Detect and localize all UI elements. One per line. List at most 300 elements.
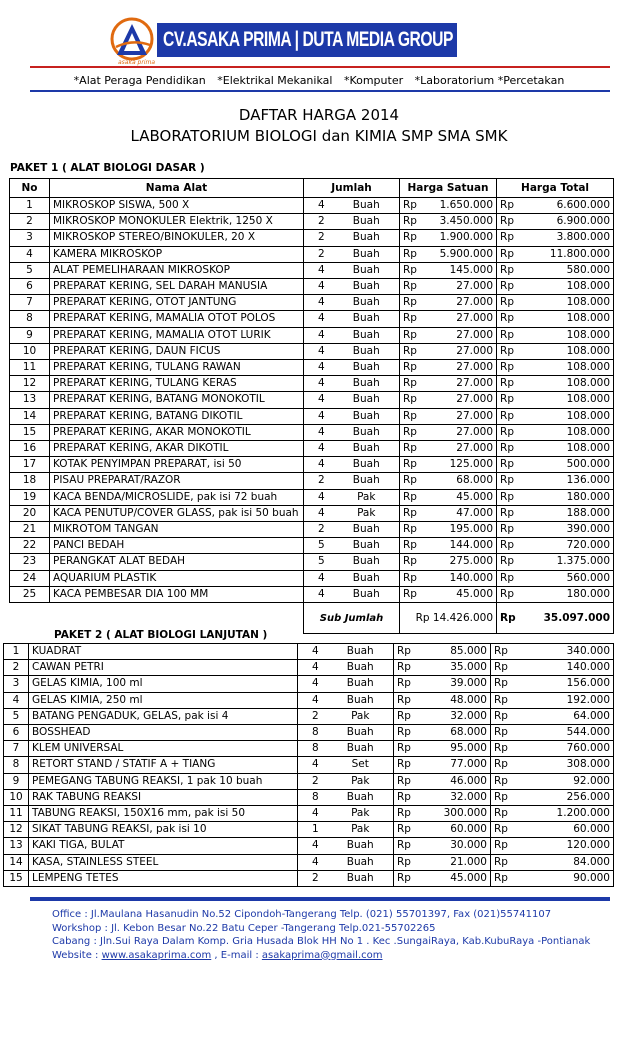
row-harga-satuan: 27.000 bbox=[422, 424, 497, 440]
row-harga-satuan: 21.000 bbox=[416, 854, 491, 870]
table-row bbox=[4, 741, 614, 757]
row-jumlah: 4 bbox=[304, 279, 334, 295]
row-satuan-unit: Buah bbox=[334, 554, 400, 570]
row-currency: Rp bbox=[497, 473, 519, 489]
row-jumlah: 4 bbox=[298, 660, 328, 676]
row-jumlah: 4 bbox=[304, 586, 334, 602]
row-satuan-unit: Buah bbox=[328, 870, 394, 886]
row-no: 8 bbox=[10, 311, 50, 327]
row-harga-satuan: 27.000 bbox=[422, 376, 497, 392]
paket1-label: PAKET 1 ( ALAT BIOLOGI DASAR ) bbox=[10, 162, 205, 174]
header-jumlah: Jumlah bbox=[304, 179, 400, 198]
row-nama-alat: MIKROSKOP MONOKULER Elektrik, 1250 X bbox=[50, 214, 304, 230]
row-jumlah: 2 bbox=[298, 708, 328, 724]
row-currency: Rp bbox=[394, 757, 416, 773]
row-currency: Rp bbox=[497, 570, 519, 586]
row-harga-satuan: 68.000 bbox=[422, 473, 497, 489]
row-currency: Rp bbox=[400, 327, 422, 343]
row-jumlah: 4 bbox=[304, 343, 334, 359]
row-nama-alat: PEMEGANG TABUNG REAKSI, 1 pak 10 buah bbox=[29, 773, 298, 789]
row-harga-total: 108.000 bbox=[519, 424, 614, 440]
row-currency: Rp bbox=[400, 246, 422, 262]
row-nama-alat: KLEM UNIVERSAL bbox=[29, 741, 298, 757]
row-no: 11 bbox=[10, 360, 50, 376]
row-jumlah: 4 bbox=[304, 360, 334, 376]
footer-contact bbox=[52, 908, 590, 962]
row-no: 3 bbox=[10, 230, 50, 246]
row-nama-alat: LEMPENG TETES bbox=[29, 870, 298, 886]
row-currency: Rp bbox=[400, 586, 422, 602]
row-harga-satuan: 27.000 bbox=[422, 279, 497, 295]
paket2-label: PAKET 2 ( ALAT BIOLOGI LANJUTAN ) bbox=[54, 629, 268, 641]
row-harga-satuan: 47.000 bbox=[422, 505, 497, 521]
row-satuan-unit: Buah bbox=[334, 586, 400, 602]
website-link[interactable]: www.asakaprima.com bbox=[101, 949, 212, 961]
row-harga-satuan: 85.000 bbox=[416, 644, 491, 660]
row-harga-total: 340.000 bbox=[513, 644, 614, 660]
row-nama-alat: KASA, STAINLESS STEEL bbox=[29, 854, 298, 870]
table-row bbox=[10, 198, 614, 214]
row-satuan-unit: Buah bbox=[334, 408, 400, 424]
row-nama-alat: PREPARAT KERING, AKAR DIKOTIL bbox=[50, 441, 304, 457]
row-nama-alat: ALAT PEMELIHARAAN MIKROSKOP bbox=[50, 262, 304, 278]
row-harga-total: 140.000 bbox=[513, 660, 614, 676]
row-satuan-unit: Buah bbox=[334, 441, 400, 457]
row-nama-alat: PREPARAT KERING, BATANG MONOKOTIL bbox=[50, 392, 304, 408]
row-satuan-unit: Buah bbox=[334, 343, 400, 359]
row-currency: Rp bbox=[394, 725, 416, 741]
row-harga-satuan: 140.000 bbox=[422, 570, 497, 586]
row-nama-alat: RETORT STAND / STATIF A + TIANG bbox=[29, 757, 298, 773]
row-harga-total: 580.000 bbox=[519, 262, 614, 278]
row-harga-satuan: 275.000 bbox=[422, 554, 497, 570]
row-satuan-unit: Buah bbox=[334, 311, 400, 327]
row-jumlah: 4 bbox=[298, 838, 328, 854]
row-harga-satuan: 27.000 bbox=[422, 311, 497, 327]
table-row bbox=[4, 644, 614, 660]
row-currency: Rp bbox=[491, 773, 513, 789]
row-jumlah: 4 bbox=[298, 854, 328, 870]
table-row bbox=[4, 725, 614, 741]
row-currency: Rp bbox=[400, 457, 422, 473]
row-currency: Rp bbox=[497, 554, 519, 570]
row-jumlah: 4 bbox=[298, 757, 328, 773]
row-satuan-unit: Buah bbox=[334, 360, 400, 376]
row-jumlah: 4 bbox=[304, 376, 334, 392]
row-currency: Rp bbox=[497, 214, 519, 230]
row-no: 23 bbox=[10, 554, 50, 570]
row-nama-alat: PREPARAT KERING, DAUN FICUS bbox=[50, 343, 304, 359]
row-nama-alat: RAK TABUNG REAKSI bbox=[29, 789, 298, 805]
row-currency: Rp bbox=[491, 789, 513, 805]
row-nama-alat: PREPARAT KERING, BATANG DIKOTIL bbox=[50, 408, 304, 424]
row-jumlah: 4 bbox=[304, 570, 334, 586]
row-harga-satuan: 27.000 bbox=[422, 392, 497, 408]
row-no: 15 bbox=[10, 424, 50, 440]
row-harga-total: 500.000 bbox=[519, 457, 614, 473]
row-satuan-unit: Buah bbox=[334, 457, 400, 473]
row-nama-alat: PANCI BEDAH bbox=[50, 538, 304, 554]
row-currency: Rp bbox=[394, 708, 416, 724]
row-currency: Rp bbox=[497, 327, 519, 343]
row-currency: Rp bbox=[400, 360, 422, 376]
row-nama-alat: KACA BENDA/MICROSLIDE, pak isi 72 buah bbox=[50, 489, 304, 505]
row-jumlah: 4 bbox=[304, 424, 334, 440]
header-harga-total: Harga Total bbox=[497, 179, 614, 198]
table-row bbox=[10, 473, 614, 489]
table-row bbox=[4, 870, 614, 886]
subtotal-harga-total: 35.097.000 bbox=[519, 603, 614, 634]
row-no: 6 bbox=[4, 725, 29, 741]
row-satuan-unit: Pak bbox=[328, 822, 394, 838]
table-row bbox=[10, 441, 614, 457]
row-currency: Rp bbox=[497, 522, 519, 538]
row-harga-satuan: 60.000 bbox=[416, 822, 491, 838]
row-no: 14 bbox=[10, 408, 50, 424]
row-harga-satuan: 68.000 bbox=[416, 725, 491, 741]
row-satuan-unit: Buah bbox=[334, 246, 400, 262]
table-row bbox=[10, 538, 614, 554]
row-harga-satuan: 145.000 bbox=[422, 262, 497, 278]
row-nama-alat: KOTAK PENYIMPAN PREPARAT, isi 50 bbox=[50, 457, 304, 473]
row-nama-alat: GELAS KIMIA, 250 ml bbox=[29, 692, 298, 708]
row-currency: Rp bbox=[491, 854, 513, 870]
row-satuan-unit: Buah bbox=[334, 198, 400, 214]
row-currency: Rp bbox=[497, 262, 519, 278]
row-harga-satuan: 27.000 bbox=[422, 327, 497, 343]
row-currency: Rp bbox=[394, 676, 416, 692]
row-currency: Rp bbox=[400, 554, 422, 570]
row-no: 7 bbox=[4, 741, 29, 757]
row-satuan-unit: Buah bbox=[334, 376, 400, 392]
row-jumlah: 5 bbox=[304, 538, 334, 554]
table-row bbox=[4, 789, 614, 805]
row-harga-total: 192.000 bbox=[513, 692, 614, 708]
row-harga-total: 64.000 bbox=[513, 708, 614, 724]
row-harga-satuan: 30.000 bbox=[416, 838, 491, 854]
row-no: 9 bbox=[10, 327, 50, 343]
table-row bbox=[10, 230, 614, 246]
row-no: 4 bbox=[10, 246, 50, 262]
row-currency: Rp bbox=[394, 822, 416, 838]
table-row bbox=[10, 570, 614, 586]
row-nama-alat: KUADRAT bbox=[29, 644, 298, 660]
email-link[interactable]: asakaprima@gmail.com bbox=[261, 949, 383, 961]
row-currency: Rp bbox=[400, 376, 422, 392]
table-row bbox=[10, 327, 614, 343]
row-harga-total: 180.000 bbox=[519, 586, 614, 602]
asaka-prima-logo-icon bbox=[110, 17, 154, 63]
row-satuan-unit: Buah bbox=[334, 522, 400, 538]
row-satuan-unit: Set bbox=[328, 757, 394, 773]
row-harga-satuan: 27.000 bbox=[422, 408, 497, 424]
row-currency: Rp bbox=[497, 311, 519, 327]
row-nama-alat: PERANGKAT ALAT BEDAH bbox=[50, 554, 304, 570]
row-currency: Rp bbox=[497, 457, 519, 473]
table-row bbox=[4, 822, 614, 838]
row-no: 10 bbox=[10, 343, 50, 359]
row-nama-alat: KACA PEMBESAR DIA 100 MM bbox=[50, 586, 304, 602]
row-satuan-unit: Pak bbox=[328, 773, 394, 789]
row-harga-satuan: 5.900.000 bbox=[422, 246, 497, 262]
row-nama-alat: MIKROSKOP SISWA, 500 X bbox=[50, 198, 304, 214]
row-harga-total: 156.000 bbox=[513, 676, 614, 692]
row-jumlah: 4 bbox=[304, 392, 334, 408]
row-harga-total: 120.000 bbox=[513, 838, 614, 854]
row-no: 9 bbox=[4, 773, 29, 789]
row-harga-satuan: 48.000 bbox=[416, 692, 491, 708]
row-nama-alat: MIKROSKOP STEREO/BINOKULER, 20 X bbox=[50, 230, 304, 246]
row-currency: Rp bbox=[491, 660, 513, 676]
tagline-item: *Elektrikal Mekanikal bbox=[217, 74, 333, 87]
row-currency: Rp bbox=[497, 408, 519, 424]
row-currency: Rp bbox=[491, 822, 513, 838]
row-harga-satuan: 45.000 bbox=[416, 870, 491, 886]
row-currency: Rp bbox=[491, 676, 513, 692]
table-row bbox=[4, 708, 614, 724]
header-harga-satuan: Harga Satuan bbox=[400, 179, 497, 198]
footer-cabang: Cabang : Jln.Sui Raya Dalam Komp. Gria Husada Blok HH No 1 . Kec .SungaiRaya, Kab.KubuRaya -Pontianak bbox=[52, 936, 591, 947]
subtotal-harga-satuan: Rp 14.426.000 bbox=[400, 603, 497, 634]
row-harga-total: 760.000 bbox=[513, 741, 614, 757]
row-harga-satuan: 39.000 bbox=[416, 676, 491, 692]
row-jumlah: 2 bbox=[304, 246, 334, 262]
row-harga-satuan: 32.000 bbox=[416, 708, 491, 724]
row-satuan-unit: Buah bbox=[334, 279, 400, 295]
row-satuan-unit: Pak bbox=[334, 489, 400, 505]
row-harga-total: 84.000 bbox=[513, 854, 614, 870]
row-satuan-unit: Pak bbox=[328, 806, 394, 822]
row-currency: Rp bbox=[400, 489, 422, 505]
row-no: 13 bbox=[10, 392, 50, 408]
row-harga-total: 390.000 bbox=[519, 522, 614, 538]
table-row bbox=[10, 408, 614, 424]
row-no: 1 bbox=[4, 644, 29, 660]
row-currency: Rp bbox=[394, 854, 416, 870]
row-satuan-unit: Buah bbox=[328, 660, 394, 676]
row-harga-satuan: 32.000 bbox=[416, 789, 491, 805]
row-currency: Rp bbox=[394, 741, 416, 757]
row-no: 12 bbox=[4, 822, 29, 838]
table-row bbox=[10, 392, 614, 408]
row-jumlah: 4 bbox=[298, 692, 328, 708]
footer-workshop: Workshop : Jl. Kebon Besar No.22 Batu Ceper -Tangerang Telp.021-55702265 bbox=[52, 922, 436, 934]
table-row bbox=[10, 424, 614, 440]
row-harga-satuan: 27.000 bbox=[422, 441, 497, 457]
row-harga-total: 560.000 bbox=[519, 570, 614, 586]
row-jumlah: 4 bbox=[304, 327, 334, 343]
row-nama-alat: PREPARAT KERING, MAMALIA OTOT POLOS bbox=[50, 311, 304, 327]
row-currency: Rp bbox=[491, 644, 513, 660]
table-row bbox=[10, 522, 614, 538]
footer-website-line: Website : www.asakaprima.com , E-mail : asakaprima@gmail.com bbox=[52, 949, 383, 961]
row-no: 6 bbox=[10, 279, 50, 295]
row-harga-satuan: 144.000 bbox=[422, 538, 497, 554]
row-currency: Rp bbox=[400, 408, 422, 424]
row-harga-total: 1.375.000 bbox=[519, 554, 614, 570]
row-currency: Rp bbox=[400, 230, 422, 246]
row-currency: Rp bbox=[394, 692, 416, 708]
row-satuan-unit: Buah bbox=[328, 644, 394, 660]
row-jumlah: 8 bbox=[298, 741, 328, 757]
row-satuan-unit: Buah bbox=[334, 424, 400, 440]
row-nama-alat: GELAS KIMIA, 100 ml bbox=[29, 676, 298, 692]
row-harga-total: 720.000 bbox=[519, 538, 614, 554]
row-jumlah: 1 bbox=[298, 822, 328, 838]
row-currency: Rp bbox=[394, 789, 416, 805]
subtotal-currency: Rp bbox=[497, 603, 519, 634]
table-row bbox=[10, 262, 614, 278]
row-currency: Rp bbox=[400, 570, 422, 586]
row-no: 2 bbox=[4, 660, 29, 676]
row-harga-satuan: 95.000 bbox=[416, 741, 491, 757]
row-no: 5 bbox=[4, 708, 29, 724]
row-no: 25 bbox=[10, 586, 50, 602]
tagline bbox=[0, 74, 638, 87]
header-no: No bbox=[10, 179, 50, 198]
row-no: 18 bbox=[10, 473, 50, 489]
row-currency: Rp bbox=[400, 198, 422, 214]
row-currency: Rp bbox=[497, 424, 519, 440]
row-no: 5 bbox=[10, 262, 50, 278]
row-currency: Rp bbox=[497, 392, 519, 408]
row-satuan-unit: Buah bbox=[334, 473, 400, 489]
footer-divider bbox=[30, 897, 610, 901]
row-satuan-unit: Buah bbox=[334, 214, 400, 230]
row-jumlah: 4 bbox=[304, 489, 334, 505]
table-row bbox=[4, 757, 614, 773]
row-jumlah: 4 bbox=[304, 262, 334, 278]
row-currency: Rp bbox=[394, 838, 416, 854]
row-no: 11 bbox=[4, 806, 29, 822]
row-jumlah: 4 bbox=[304, 457, 334, 473]
row-currency: Rp bbox=[394, 870, 416, 886]
table-row bbox=[10, 505, 614, 521]
table-row bbox=[4, 773, 614, 789]
row-no: 15 bbox=[4, 870, 29, 886]
table-row bbox=[10, 343, 614, 359]
row-no: 22 bbox=[10, 538, 50, 554]
row-harga-total: 108.000 bbox=[519, 279, 614, 295]
row-harga-satuan: 300.000 bbox=[416, 806, 491, 822]
row-no: 17 bbox=[10, 457, 50, 473]
row-currency: Rp bbox=[497, 441, 519, 457]
row-harga-satuan: 46.000 bbox=[416, 773, 491, 789]
row-jumlah: 4 bbox=[304, 295, 334, 311]
row-jumlah: 4 bbox=[304, 408, 334, 424]
row-currency: Rp bbox=[400, 522, 422, 538]
row-currency: Rp bbox=[491, 838, 513, 854]
table-row bbox=[10, 214, 614, 230]
row-nama-alat: KACA PENUTUP/COVER GLASS, pak isi 50 buah bbox=[50, 505, 304, 521]
row-currency: Rp bbox=[491, 870, 513, 886]
row-harga-satuan: 1.650.000 bbox=[422, 198, 497, 214]
row-jumlah: 4 bbox=[298, 806, 328, 822]
row-no: 14 bbox=[4, 854, 29, 870]
row-currency: Rp bbox=[400, 424, 422, 440]
row-currency: Rp bbox=[400, 295, 422, 311]
row-harga-satuan: 27.000 bbox=[422, 343, 497, 359]
row-nama-alat: BOSSHEAD bbox=[29, 725, 298, 741]
row-jumlah: 2 bbox=[298, 870, 328, 886]
row-currency: Rp bbox=[400, 392, 422, 408]
table-header-row bbox=[10, 179, 614, 198]
row-nama-alat: MIKROTOM TANGAN bbox=[50, 522, 304, 538]
row-jumlah: 4 bbox=[298, 676, 328, 692]
paket2-table bbox=[3, 643, 614, 887]
row-no: 21 bbox=[10, 522, 50, 538]
row-harga-total: 108.000 bbox=[519, 441, 614, 457]
row-satuan-unit: Buah bbox=[334, 392, 400, 408]
row-harga-total: 6.900.000 bbox=[519, 214, 614, 230]
table-row bbox=[10, 586, 614, 602]
row-harga-total: 1.200.000 bbox=[513, 806, 614, 822]
row-nama-alat: PREPARAT KERING, SEL DARAH MANUSIA bbox=[50, 279, 304, 295]
row-satuan-unit: Buah bbox=[328, 692, 394, 708]
row-no: 4 bbox=[4, 692, 29, 708]
table-row bbox=[10, 311, 614, 327]
row-satuan-unit: Buah bbox=[334, 570, 400, 586]
table-row bbox=[10, 457, 614, 473]
row-harga-total: 108.000 bbox=[519, 392, 614, 408]
row-jumlah: 4 bbox=[304, 505, 334, 521]
row-jumlah: 4 bbox=[304, 441, 334, 457]
row-harga-satuan: 27.000 bbox=[422, 295, 497, 311]
row-harga-total: 92.000 bbox=[513, 773, 614, 789]
row-currency: Rp bbox=[497, 376, 519, 392]
row-currency: Rp bbox=[497, 360, 519, 376]
tagline-item: *Alat Peraga Pendidikan bbox=[73, 74, 206, 87]
row-harga-total: 11.800.000 bbox=[519, 246, 614, 262]
row-nama-alat: CAWAN PETRI bbox=[29, 660, 298, 676]
row-nama-alat: TABUNG REAKSI, 150X16 mm, pak isi 50 bbox=[29, 806, 298, 822]
row-currency: Rp bbox=[497, 489, 519, 505]
row-harga-total: 308.000 bbox=[513, 757, 614, 773]
row-no: 10 bbox=[4, 789, 29, 805]
row-currency: Rp bbox=[497, 505, 519, 521]
logo-subtext: asaka prima bbox=[118, 59, 156, 66]
row-currency: Rp bbox=[394, 773, 416, 789]
row-satuan-unit: Buah bbox=[334, 538, 400, 554]
row-satuan-unit: Buah bbox=[334, 295, 400, 311]
row-currency: Rp bbox=[497, 295, 519, 311]
row-currency: Rp bbox=[400, 538, 422, 554]
row-satuan-unit: Buah bbox=[328, 838, 394, 854]
row-currency: Rp bbox=[400, 343, 422, 359]
row-jumlah: 8 bbox=[298, 725, 328, 741]
table-row bbox=[10, 376, 614, 392]
tagline-item: *Laboratorium *Percetakan bbox=[414, 74, 565, 87]
row-no: 19 bbox=[10, 489, 50, 505]
row-currency: Rp bbox=[497, 246, 519, 262]
row-jumlah: 2 bbox=[298, 773, 328, 789]
row-nama-alat: PREPARAT KERING, OTOT JANTUNG bbox=[50, 295, 304, 311]
row-no: 1 bbox=[10, 198, 50, 214]
row-currency: Rp bbox=[497, 279, 519, 295]
row-satuan-unit: Buah bbox=[334, 230, 400, 246]
row-no: 8 bbox=[4, 757, 29, 773]
row-no: 24 bbox=[10, 570, 50, 586]
tagline-item: *Komputer bbox=[343, 74, 404, 87]
row-no: 13 bbox=[4, 838, 29, 854]
row-jumlah: 5 bbox=[304, 554, 334, 570]
row-currency: Rp bbox=[400, 311, 422, 327]
company-name-banner: CV.ASAKA PRIMA | DUTA MEDIA GROUP bbox=[157, 23, 457, 57]
row-jumlah: 2 bbox=[304, 522, 334, 538]
row-harga-satuan: 1.900.000 bbox=[422, 230, 497, 246]
row-nama-alat: PREPARAT KERING, MAMALIA OTOT LURIK bbox=[50, 327, 304, 343]
row-nama-alat: AQUARIUM PLASTIK bbox=[50, 570, 304, 586]
